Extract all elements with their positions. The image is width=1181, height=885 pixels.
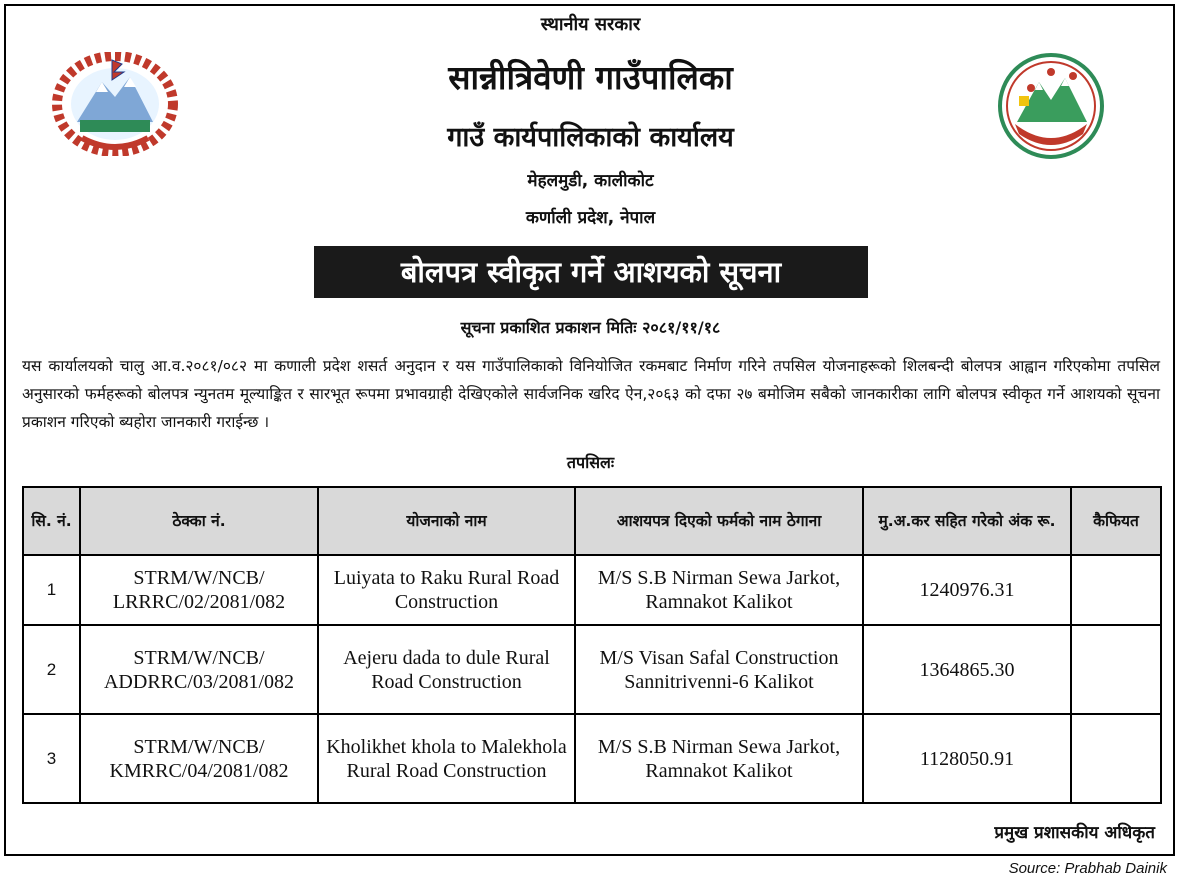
- row-firm-name: M/S Visan Safal Construction Sannitrivenni-6 Kalikot: [575, 625, 863, 714]
- header-project-name: योजनाको नाम: [318, 487, 575, 555]
- row-contract-no: STRM/W/NCB/ ADDRRC/03/2081/082: [80, 625, 318, 714]
- notice-title-banner: बोलपत्र स्वीकृत गर्ने आशयको सूचना: [314, 246, 868, 298]
- row-amount: 1364865.30: [863, 625, 1071, 714]
- row-remarks: [1071, 714, 1161, 803]
- table-header-row: [23, 487, 1161, 555]
- header-sn: सि. नं.: [23, 487, 80, 555]
- row-firm-name: M/S S.B Nirman Sewa Jarkot, Ramnakot Kalikot: [575, 555, 863, 625]
- address-line-1: मेहलमुडी, कालीकोट: [527, 171, 654, 191]
- details-heading: तपसिलः: [566, 453, 615, 472]
- row-sn: 3: [23, 714, 80, 803]
- row-project-name: Luiyata to Raku Rural Road Construction: [318, 555, 575, 625]
- bid-table: [22, 486, 1162, 804]
- office-name: गाउँ कार्यपालिकाको कार्यालय: [447, 122, 734, 153]
- row-contract-no: STRM/W/NCB/ KMRRC/04/2081/082: [80, 714, 318, 803]
- signatory-title: प्रमुख प्रशासकीय अधिकृत: [994, 823, 1155, 843]
- row-amount: 1240976.31: [863, 555, 1071, 625]
- header-amount: मु.अ.कर सहित गरेको अंक रू.: [863, 487, 1071, 555]
- notice-body: यस कार्यालयको चालु आ.व.२०८१/०८२ मा कणाली प्रदेश शसर्त अनुदान र यस गाउँपालिकाको विनियोजित रकमबाट निर्माण गरिने तपसिल योजनाहरूको शिलबन्दी बोलपत्र आह्वान गरिएकोमा तपसिल अनुसारको फर्महरूको बोलपत्र न्युनतम मूल्याङ्कित र सारभूत रूपमा प्रभावग्राही देखिएकोले सार्वजनिक खरिद ऐन,२०६३ को दफा २७ बमोजिम सबैको जानकारीका लागि बोलपत्र स्वीकृत गर्ने आशयको सूचना प्रकाशन गरिएको ब्यहोरा जानकारी गराईन्छ ।: [22, 357, 1160, 431]
- table-row: [23, 625, 1161, 714]
- header-contract-no: ठेक्का नं.: [80, 487, 318, 555]
- row-firm-name: M/S S.B Nirman Sewa Jarkot, Ramnakot Kalikot: [575, 714, 863, 803]
- row-project-name: Aejeru dada to dule Rural Road Construction: [318, 625, 575, 714]
- table-row: [23, 555, 1161, 625]
- municipality-name: सान्नीत्रिवेणी गाउँपालिका: [448, 58, 733, 97]
- header-firm-name: आशयपत्र दिएको फर्मको नाम ठेगाना: [575, 487, 863, 555]
- row-remarks: [1071, 555, 1161, 625]
- header-remarks: कैफियत: [1071, 487, 1161, 555]
- publication-date: सूचना प्रकाशित प्रकाशन मितिः २०८१/११/१८: [460, 318, 721, 337]
- row-remarks: [1071, 625, 1161, 714]
- row-contract-no: STRM/W/NCB/ LRRRC/02/2081/082: [80, 555, 318, 625]
- table-row: [23, 714, 1161, 803]
- row-sn: 2: [23, 625, 80, 714]
- source-credit: Source: Prabhab Dainik: [1008, 860, 1167, 877]
- row-amount: 1128050.91: [863, 714, 1071, 803]
- local-government-label: स्थानीय सरकार: [540, 14, 641, 35]
- row-sn: 1: [23, 555, 80, 625]
- row-project-name: Kholikhet khola to Malekhola Rural Road Construction: [318, 714, 575, 803]
- address-line-2: कर्णाली प्रदेश, नेपाल: [525, 208, 656, 228]
